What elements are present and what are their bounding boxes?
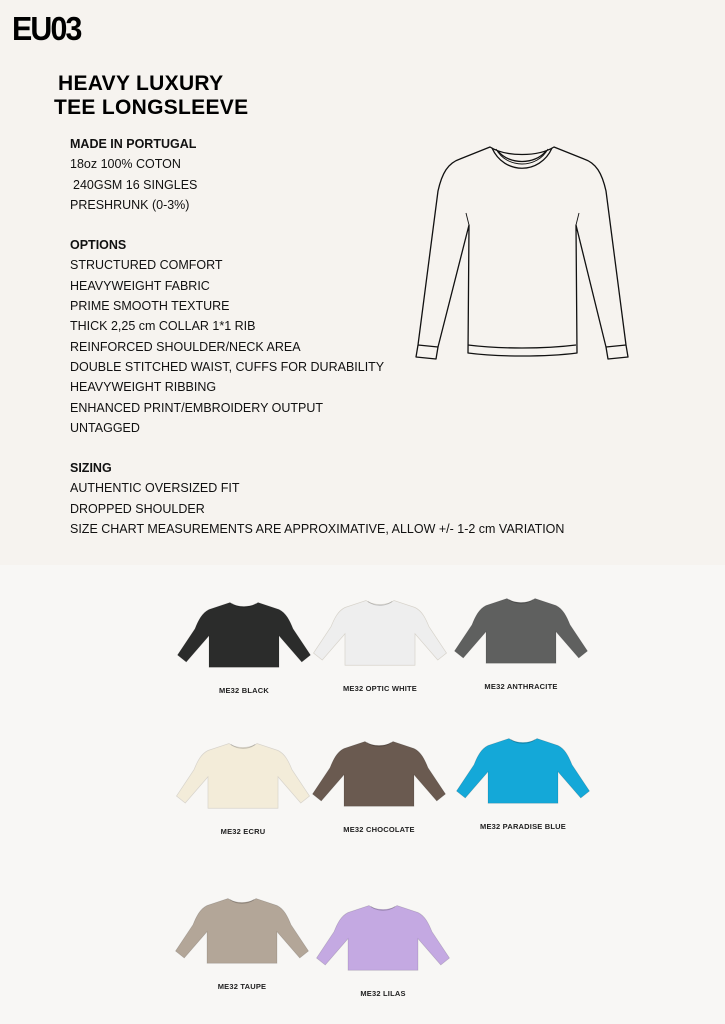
color-variant [174,592,314,695]
product-title-line2: TEE LONGSLEEVE [54,96,249,119]
color-variant-label: ME32 ECRU [220,827,266,836]
option-line: REINFORCED SHOULDER/NECK AREA [70,339,301,354]
color-variant [310,590,450,693]
option-line: THICK 2,25 cm COLLAR 1*1 RIB [70,319,256,334]
color-variant [313,895,453,998]
color-variant-label: ME32 OPTIC WHITE [342,684,418,693]
made-in-heading: MADE IN PORTUGAL [70,137,197,151]
spec-line: 240GSM 16 SINGLES [73,177,198,192]
color-variant-label: ME32 PARADISE BLUE [480,822,566,831]
shirt-swatch [174,592,314,676]
option-line: PRIME SMOOTH TEXTURE [70,299,230,314]
shirt-swatch [172,888,312,972]
color-variant [173,733,313,836]
option-line: UNTAGGED [70,420,140,435]
option-line: HEAVYWEIGHT RIBBING [70,380,217,395]
shirt-swatch [173,733,313,817]
shirt-swatch [451,588,591,672]
longsleeve-line-drawing [414,143,630,365]
color-variant-label: ME32 TAUPE [217,982,267,991]
sizing-line: AUTHENTIC OVERSIZED FIT [70,481,240,496]
color-variant-label: ME32 CHOCOLATE [343,825,415,834]
product-title [54,72,248,120]
color-variant-label: ME32 LILAS [360,989,406,998]
color-variant [451,588,591,691]
option-line: DOUBLE STITCHED WAIST, CUFFS FOR DURABILITY [70,359,385,374]
shirt-swatch [309,731,449,815]
color-variant [453,728,593,831]
color-variant-label: ME32 BLACK [219,686,269,695]
sizing-line: DROPPED SHOULDER [70,501,205,516]
color-variant-label: ME32 ANTHRACITE [484,682,558,691]
option-line: ENHANCED PRINT/EMBROIDERY OUTPUT [70,400,324,415]
option-line: HEAVYWEIGHT FABRIC [70,278,210,293]
shirt-swatch [310,590,450,674]
color-variant [172,888,312,991]
color-variant [309,731,449,834]
brand-logo: EU03 [12,10,81,47]
product-title-line1: HEAVY LUXURY [58,72,224,95]
options-heading: OPTIONS [70,238,127,253]
sizing-heading: SIZING [70,461,112,476]
shirt-swatch [313,895,453,979]
spec-line: 18oz 100% COTON [70,157,181,172]
shirt-swatch [453,728,593,812]
option-line: STRUCTURED COMFORT [70,258,223,273]
sizing-line: SIZE CHART MEASUREMENTS ARE APPROXIMATIVE, ALLOW +/- 1-2 cm VARIATION [70,522,565,537]
spec-line: PRESHRUNK (0-3%) [70,197,190,212]
